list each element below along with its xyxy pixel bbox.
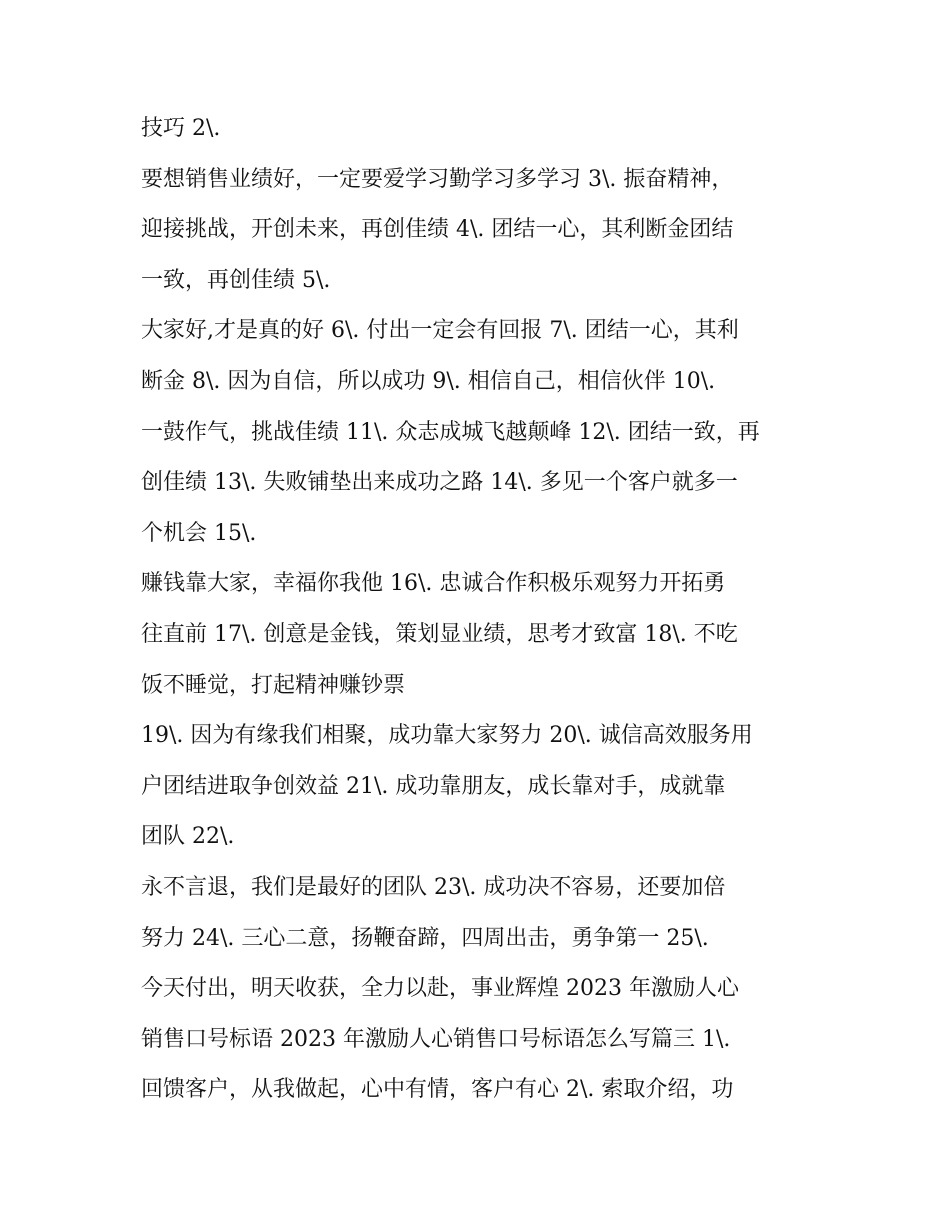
text-line: 赚钱靠大家，幸福你我他 16\. 忠诚合作积极乐观努力开拓勇 bbox=[141, 571, 726, 597]
body-text bbox=[141, 110, 821, 1122]
text-line: 饭不睡觉，打起精神赚钞票 bbox=[141, 672, 406, 698]
text-line: 要想销售业绩好，一定要爱学习勤学习多学习 3\. 振奋精神， bbox=[141, 166, 734, 192]
text-line: 回馈客户，从我做起，心中有情，客户有心 2\. 索取介绍，功 bbox=[141, 1077, 734, 1103]
text-line: 今天付出，明天收获，全力以赴，事业辉煌 2023 年激励人心 bbox=[141, 976, 739, 1002]
text-line: 技巧 2\. bbox=[141, 116, 221, 141]
text-line: 迎接挑战，开创未来，再创佳绩 4\. 团结一心，其利断金团结 bbox=[141, 217, 734, 243]
text-line: 大家好,才是真的好 6\. 付出一定会有回报 7\. 团结一心，其利 bbox=[141, 318, 739, 344]
text-line: 团队 22\. bbox=[141, 824, 235, 850]
text-line: 销售口号标语 2023 年激励人心销售口号标语怎么写篇三 1\. bbox=[141, 1026, 731, 1052]
text-line: 永不言退，我们是最好的团队 23\. 成功决不容易，还要加倍 bbox=[141, 874, 726, 900]
text-line: 户团结进取争创效益 21\. 成功靠朋友，成长靠对手，成就靠 bbox=[141, 773, 726, 799]
text-line: 往直前 17\. 创意是金钱，策划显业绩，思考才致富 18\. 不吃 bbox=[141, 621, 738, 647]
text-line: 一致，再创佳绩 5\. bbox=[141, 267, 331, 293]
text-line: 一鼓作气，挑战佳绩 11\. 众志成城飞越颠峰 12\. 团结一致，再 bbox=[141, 419, 760, 445]
text-line: 个机会 15\. bbox=[141, 520, 257, 546]
text-line: 努力 24\. 三心二意，扬鞭奋蹄，四周出击，勇争第一 25\. bbox=[141, 925, 709, 951]
text-line: 19\. 因为有缘我们相聚，成功靠大家努力 20\. 诚信高效服务用 bbox=[141, 723, 753, 749]
text-line: 断金 8\. 因为自信，所以成功 9\. 相信自己，相信伙伴 10\. bbox=[141, 368, 716, 394]
text-line: 创佳绩 13\. 失败铺垫出来成功之路 14\. 多见一个客户就多一 bbox=[141, 470, 738, 496]
